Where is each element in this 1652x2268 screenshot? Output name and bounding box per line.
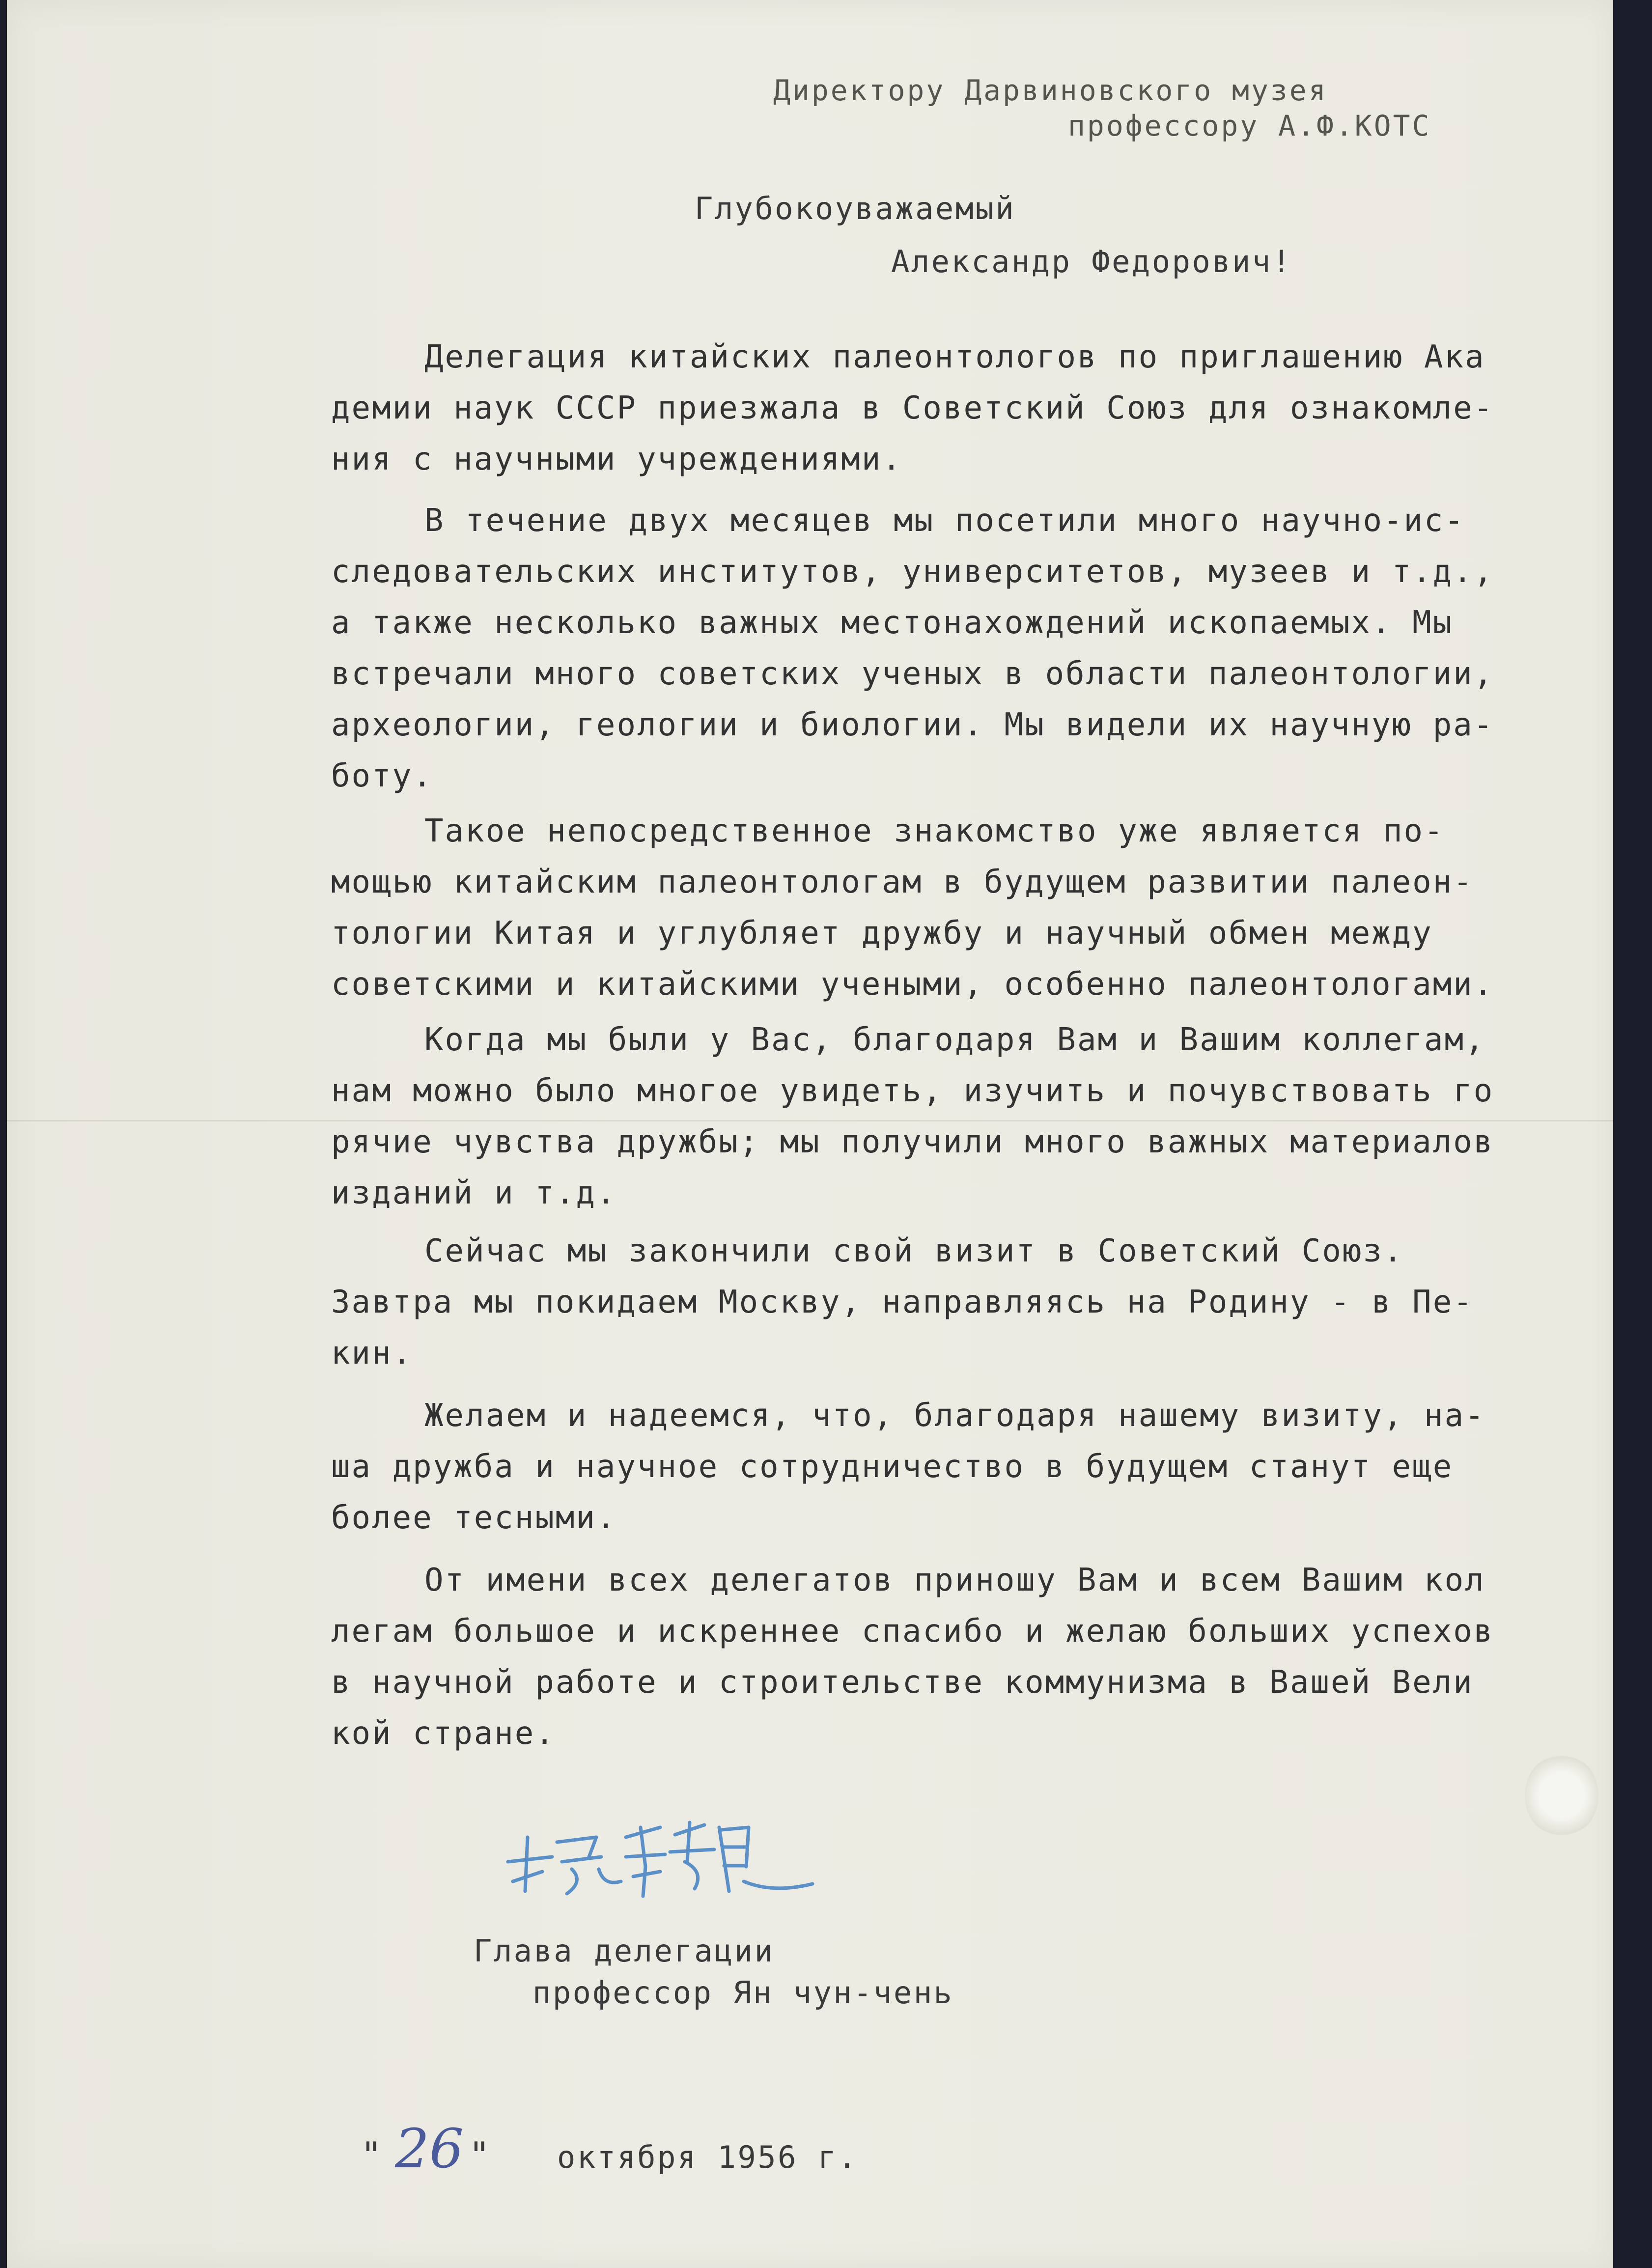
- paragraph-line: Завтра мы покидаем Москву, направляясь на Родину - в Пе-: [331, 1284, 1474, 1320]
- paragraph-line: более тесными.: [331, 1500, 617, 1536]
- paragraph-line: советскими и китайскими учеными, особенно палеонтологами.: [331, 966, 1494, 1003]
- signature-name: профессор Ян чун-чень: [532, 1975, 954, 2011]
- paragraph-line: Такое непосредственное знакомство уже является по-: [424, 813, 1445, 849]
- date-day-handwritten: 26: [395, 2117, 464, 2180]
- paragraph-line: ша дружба и научное сотрудничество в будущем станут еще: [331, 1449, 1454, 1485]
- paragraph-line: От имени всех делегатов приношу Вам и всем Вашим кол: [424, 1562, 1485, 1598]
- date-month-year: октября 1956 г.: [557, 2139, 858, 2175]
- paragraph-line: Желаем и надеемся, что, благодаря нашему визиту, на-: [424, 1398, 1485, 1434]
- salutation-line-1: Глубокоуважаемый: [695, 191, 1016, 226]
- paragraph-line: тологии Китая и углубляет дружбу и научный обмен между: [331, 915, 1433, 952]
- paragraph-1: [331, 332, 1589, 485]
- paragraph-line: следовательских институтов, университетов, музеев и т.д.,: [331, 554, 1494, 590]
- paragraph-line: Сейчас мы закончили свой визит в Советский Союз.: [424, 1233, 1404, 1269]
- paragraph-line: рячие чувства дружбы; мы получили много важных материалов: [331, 1124, 1494, 1160]
- paragraph-line: а также несколько важных местонахождений ископаемых. Мы: [331, 605, 1454, 641]
- paragraph-line: в научной работе и строительстве коммунизма в Вашей Вели: [331, 1664, 1474, 1701]
- paragraph-line: ния с научными учреждениями.: [331, 441, 902, 477]
- paragraph-7: [331, 1555, 1589, 1759]
- handwritten-signature: [498, 1808, 852, 1901]
- paragraph-line: изданий и т.д.: [331, 1175, 617, 1211]
- paragraph-line: Делегация китайских палеонтологов по приглашению Ака: [424, 339, 1485, 375]
- paragraph-line: встречали много советских ученых в области палеонтологии,: [331, 656, 1494, 692]
- date-close-quote: ": [469, 2134, 490, 2176]
- paragraph-3: [331, 806, 1589, 1010]
- paragraph-line: мощью китайским палеонтологам в будущем развитии палеон-: [331, 864, 1474, 900]
- paragraph-2: [331, 495, 1589, 802]
- paragraph-line: кин.: [331, 1335, 413, 1372]
- paragraph-line: кой стране.: [331, 1715, 556, 1752]
- paragraph-line: демии наук СССР приезжала в Советский Союз для ознакомле-: [331, 390, 1494, 426]
- addressee-line-2: профессору А.Ф.КОТС: [1068, 109, 1431, 142]
- paragraph-line: боту.: [331, 758, 433, 794]
- paragraph-line: нам можно было многое увидеть, изучить и почувствовать го: [331, 1073, 1494, 1109]
- paragraph-line: В течение двух месяцев мы посетили много научно-ис-: [424, 503, 1465, 539]
- addressee-line-1: Директору Дарвиновского музея: [773, 74, 1328, 107]
- paragraph-line: Когда мы были у Вас, благодаря Вам и Вашим коллегам,: [424, 1022, 1485, 1058]
- paragraph-4: [331, 1014, 1589, 1219]
- paragraph-line: археологии, геологии и биологии. Мы видели их научную ра-: [331, 707, 1494, 743]
- salutation-line-2: Александр Федорович!: [891, 244, 1292, 280]
- paper-stain: [1525, 1754, 1598, 1837]
- paragraph-6: [331, 1390, 1589, 1543]
- signature-title: Глава делегации: [474, 1933, 775, 1969]
- paragraph-line: легам большое и искреннее спасибо и желаю больших успехов: [331, 1613, 1494, 1650]
- date-open-quote: ": [361, 2134, 382, 2176]
- letter-sheet: [7, 0, 1613, 2268]
- paragraph-5: [331, 1226, 1589, 1379]
